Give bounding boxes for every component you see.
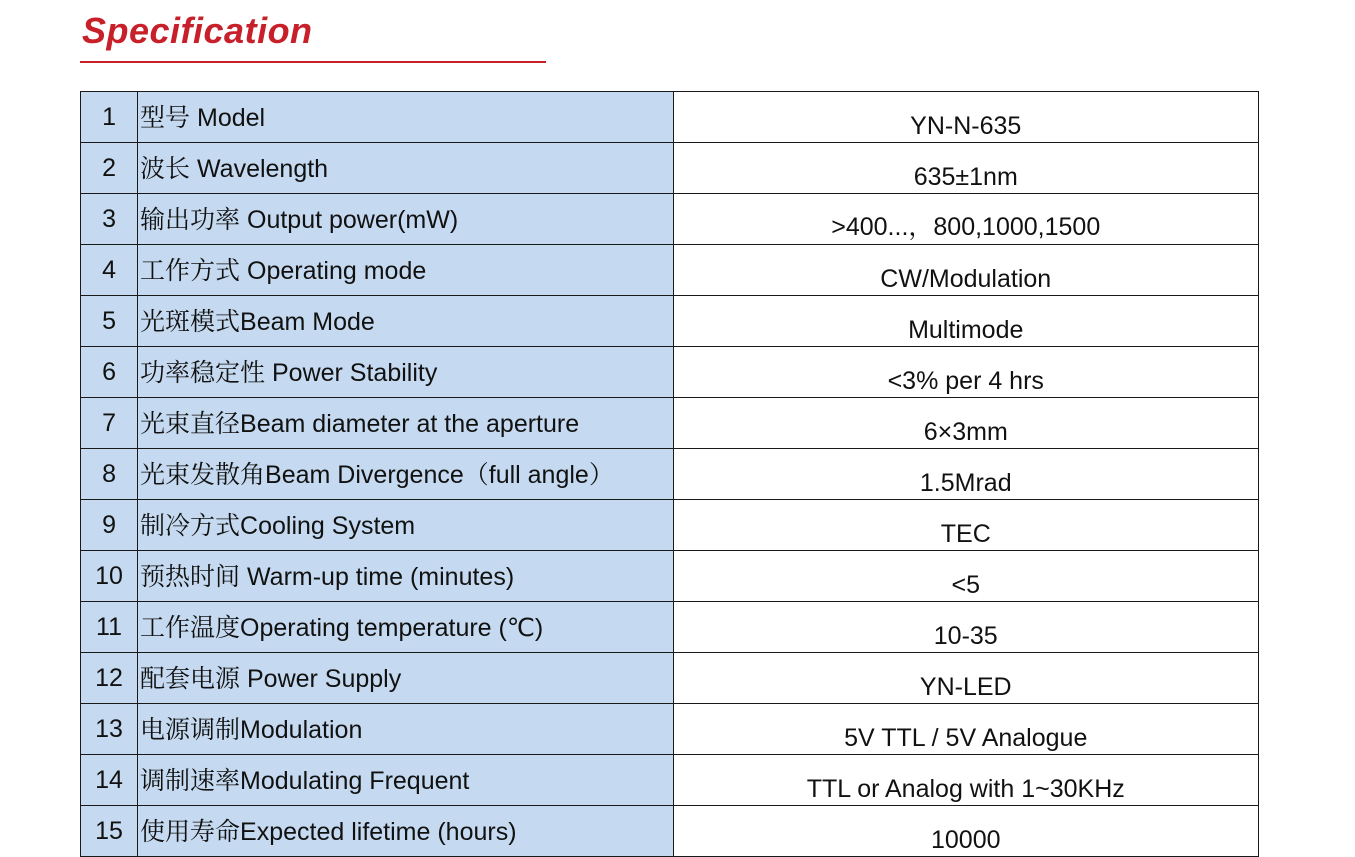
table-row: [81, 806, 1259, 857]
table-row: [81, 194, 1259, 245]
table-row: [81, 92, 1259, 143]
spec-value: TEC: [673, 500, 1259, 551]
table-row: [81, 755, 1259, 806]
spec-value: 5V TTL / 5V Analogue: [673, 704, 1259, 755]
row-number: 12: [81, 653, 138, 704]
row-number: 7: [81, 398, 138, 449]
row-number: 9: [81, 500, 138, 551]
table-row: [81, 347, 1259, 398]
spec-value: <5: [673, 551, 1259, 602]
row-number: 1: [81, 92, 138, 143]
row-number: 11: [81, 602, 138, 653]
spec-value: YN-LED: [673, 653, 1259, 704]
spec-table: [80, 91, 1259, 857]
row-number: 3: [81, 194, 138, 245]
table-row: [81, 449, 1259, 500]
spec-value: 10-35: [673, 602, 1259, 653]
spec-value: YN-N-635: [673, 92, 1259, 143]
spec-label: 配套电源 Power Supply: [138, 653, 673, 704]
title-underline: [80, 61, 546, 63]
spec-label: 调制速率Modulating Frequent: [138, 755, 673, 806]
spec-label: 光斑模式Beam Mode: [138, 296, 673, 347]
table-row: [81, 398, 1259, 449]
spec-label: 制冷方式Cooling System: [138, 500, 673, 551]
spec-label: 光束发散角Beam Divergence（full angle）: [138, 449, 673, 500]
spec-value: 10000: [673, 806, 1259, 857]
table-row: [81, 704, 1259, 755]
spec-label: 输出功率 Output power(mW): [138, 194, 673, 245]
row-number: 2: [81, 143, 138, 194]
table-row: [81, 245, 1259, 296]
table-row: [81, 602, 1259, 653]
spec-label: 型号 Model: [138, 92, 673, 143]
spec-value: 635±1nm: [673, 143, 1259, 194]
row-number: 8: [81, 449, 138, 500]
page-title: Specification: [82, 10, 313, 51]
table-row: [81, 500, 1259, 551]
table-row: [81, 143, 1259, 194]
spec-label: 使用寿命Expected lifetime (hours): [138, 806, 673, 857]
spec-value: 6×3mm: [673, 398, 1259, 449]
row-number: 6: [81, 347, 138, 398]
table-row: [81, 551, 1259, 602]
spec-label: 功率稳定性 Power Stability: [138, 347, 673, 398]
row-number: 5: [81, 296, 138, 347]
spec-value: <3% per 4 hrs: [673, 347, 1259, 398]
spec-value: CW/Modulation: [673, 245, 1259, 296]
spec-label: 电源调制Modulation: [138, 704, 673, 755]
table-row: [81, 653, 1259, 704]
spec-value: >400...，800,1000,1500: [673, 194, 1259, 245]
spec-label: 工作方式 Operating mode: [138, 245, 673, 296]
row-number: 10: [81, 551, 138, 602]
spec-table-body: [81, 92, 1259, 857]
spec-value: TTL or Analog with 1~30KHz: [673, 755, 1259, 806]
table-row: [81, 296, 1259, 347]
spec-value: 1.5Mrad: [673, 449, 1259, 500]
spec-label: 光束直径Beam diameter at the aperture: [138, 398, 673, 449]
spec-value: Multimode: [673, 296, 1259, 347]
spec-label: 波长 Wavelength: [138, 143, 673, 194]
row-number: 14: [81, 755, 138, 806]
row-number: 4: [81, 245, 138, 296]
row-number: 15: [81, 806, 138, 857]
spec-label: 工作温度Operating temperature (℃): [138, 602, 673, 653]
spec-label: 预热时间 Warm-up time (minutes): [138, 551, 673, 602]
row-number: 13: [81, 704, 138, 755]
